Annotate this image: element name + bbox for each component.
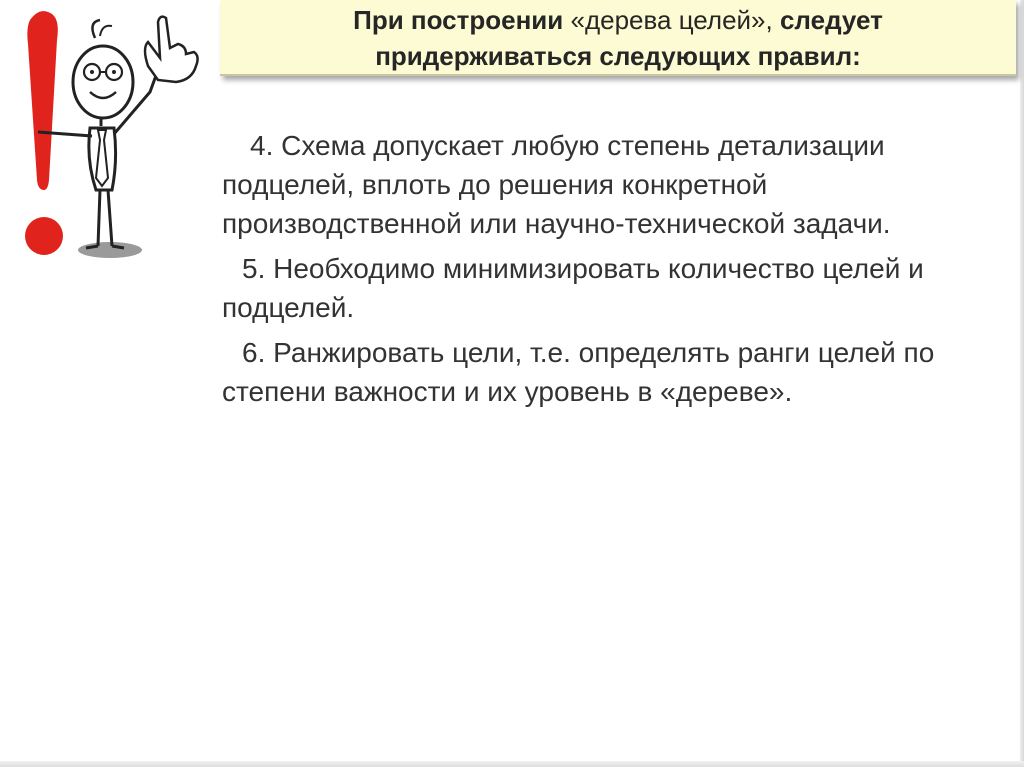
rule-4: 4. Схема допускает любую степень детализации подцелей, вплоть до решения конкретной производственной или научно-технической задачи. bbox=[222, 130, 891, 239]
title-banner bbox=[220, 0, 1016, 76]
slide-edge-bottom bbox=[0, 761, 1024, 767]
slide-edge-right bbox=[1020, 0, 1024, 767]
title-bold-start: При построении bbox=[353, 5, 564, 35]
rule-5: 5. Необходимо минимизировать количество целей и подцелей. bbox=[222, 253, 924, 323]
title-line-2: придерживаться следующих правил: bbox=[375, 41, 861, 71]
title-normal: «дерева целей», bbox=[570, 5, 773, 35]
rule-6: 6. Ранжировать цели, т.е. определять ранги целей по степени важности и их уровень в «дереве». bbox=[222, 337, 935, 407]
exclamation-man-pointing-icon bbox=[0, 0, 215, 270]
rules-text bbox=[222, 126, 962, 417]
stick-figure-icon bbox=[38, 17, 198, 258]
title-bold-end: следует bbox=[779, 5, 883, 35]
title-line-1 bbox=[220, 2, 1016, 38]
